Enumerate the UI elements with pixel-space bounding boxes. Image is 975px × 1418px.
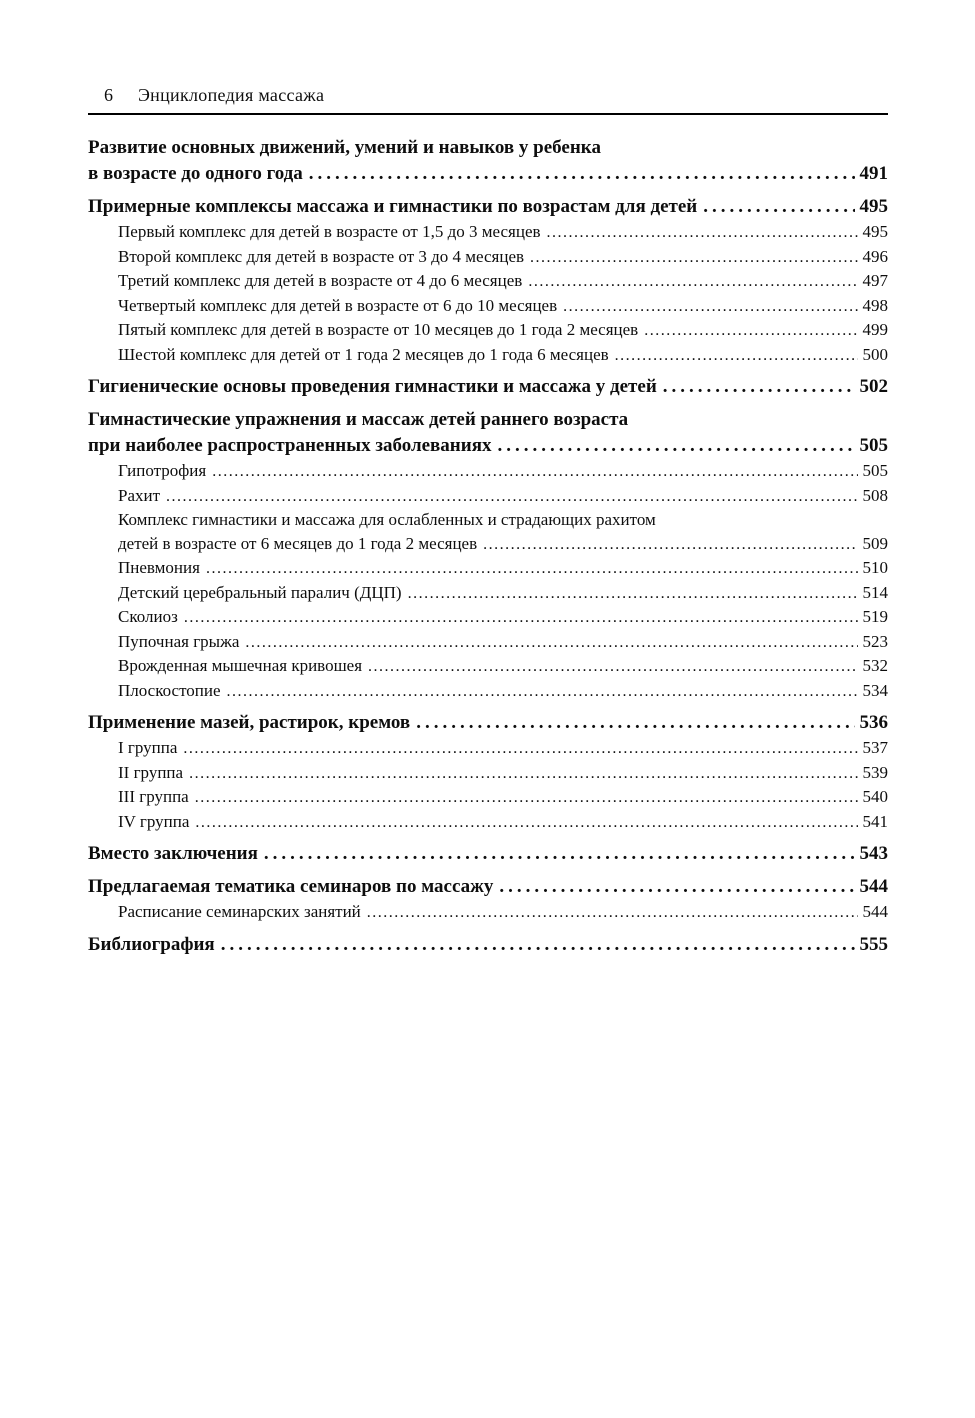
toc-entry-page: 541 bbox=[862, 811, 888, 831]
toc-line bbox=[118, 581, 888, 606]
dot-leader bbox=[221, 932, 855, 958]
toc-entry-title: Врожденная мышечная кривошея bbox=[118, 656, 363, 675]
toc-line bbox=[88, 135, 888, 161]
toc-line bbox=[118, 761, 888, 786]
toc-entry-title: Второй комплекс для детей в возрасте от 3 до 4 месяцев bbox=[118, 246, 525, 266]
toc-entry-page: 514 bbox=[862, 582, 888, 602]
dot-leader bbox=[367, 900, 858, 925]
dot-leader bbox=[530, 245, 857, 270]
dot-leader bbox=[212, 459, 857, 484]
toc-entry-title: Сколиоз bbox=[118, 607, 178, 626]
toc-entry-page: 498 bbox=[862, 295, 888, 315]
toc-line bbox=[88, 161, 888, 187]
toc-entry-page: 534 bbox=[862, 680, 888, 700]
toc-entry-title: Библиография bbox=[88, 933, 215, 955]
toc-entry bbox=[88, 245, 888, 270]
dot-leader bbox=[644, 318, 857, 343]
dot-leader bbox=[368, 654, 857, 679]
toc-entry bbox=[88, 508, 888, 556]
dot-leader bbox=[206, 556, 858, 581]
page-number: 6 bbox=[104, 85, 113, 105]
toc-entry bbox=[88, 318, 888, 343]
toc-line bbox=[118, 785, 888, 810]
toc-line bbox=[118, 508, 888, 532]
toc-entry bbox=[88, 484, 888, 509]
toc-entry-page: 496 bbox=[862, 246, 888, 266]
toc-entry-title: детей в возрасте от 6 месяцев до 1 года 2 месяцев bbox=[118, 533, 478, 553]
toc-entry-title: Первый комплекс для детей в возрасте от 1,5 до 3 месяцев bbox=[118, 222, 541, 241]
toc-entry bbox=[88, 841, 888, 867]
toc-line bbox=[118, 630, 888, 655]
toc-line bbox=[118, 736, 888, 761]
toc-line bbox=[118, 220, 888, 245]
toc-entry-title: в возрасте до одного года bbox=[88, 163, 303, 184]
toc-entry bbox=[88, 679, 888, 704]
toc-entry-title: Третий комплекс для детей в возрасте от 4 до 6 месяцев bbox=[118, 271, 523, 290]
toc-line bbox=[88, 433, 888, 459]
toc-line bbox=[88, 932, 888, 958]
toc-entry-page: 544 bbox=[862, 902, 888, 921]
toc-entry-page: 510 bbox=[862, 558, 888, 577]
dot-leader bbox=[615, 343, 858, 368]
toc-entry-title: Шестой комплекс для детей от 1 года 2 месяцев до 1 года 6 месяцев bbox=[118, 344, 609, 364]
toc-line bbox=[118, 343, 888, 368]
toc-entry bbox=[88, 810, 888, 835]
dot-leader bbox=[166, 484, 857, 509]
toc-entry-page: 508 bbox=[862, 485, 888, 505]
toc-entry-title: Примерные комплексы массажа и гимнастики по возрастам для детей bbox=[88, 196, 698, 217]
toc-line bbox=[118, 654, 888, 679]
dot-leader bbox=[245, 630, 857, 655]
dot-leader bbox=[309, 161, 855, 187]
toc-entry-page: 495 bbox=[859, 196, 888, 217]
toc-entry-title: Гимнастические упражнения и массаж детей раннего возраста bbox=[88, 409, 629, 430]
header-rule bbox=[88, 113, 888, 115]
page-header bbox=[88, 84, 888, 106]
toc-entry bbox=[88, 374, 888, 400]
toc-entry-title: Гигиенические основы проведения гимнастики и массажа у детей bbox=[88, 376, 657, 397]
toc-entry-page: 502 bbox=[859, 376, 888, 397]
dot-leader bbox=[416, 710, 854, 736]
dot-leader bbox=[497, 433, 854, 459]
toc-entry-title: Применение мазей, растирок, кремов bbox=[88, 712, 411, 733]
toc-entry-title: Комплекс гимнастики и массажа для ослабленных и страдающих рахитом bbox=[118, 510, 656, 529]
toc-entry bbox=[88, 761, 888, 786]
dot-leader bbox=[528, 269, 857, 294]
toc-entry-page: 519 bbox=[862, 607, 888, 626]
dot-leader bbox=[408, 581, 858, 606]
toc-entry bbox=[88, 407, 888, 459]
toc-entry-page: 537 bbox=[862, 738, 888, 757]
toc-entry-title: Пятый комплекс для детей в возрасте от 10 месяцев до 1 года 2 месяцев bbox=[118, 320, 639, 339]
toc-entry-page: 495 bbox=[862, 222, 888, 241]
toc-entry bbox=[88, 932, 888, 958]
dot-leader bbox=[547, 220, 858, 245]
toc-line bbox=[118, 245, 888, 270]
toc-line bbox=[88, 407, 888, 433]
dot-leader bbox=[195, 785, 858, 810]
toc-entry-title: Рахит bbox=[118, 485, 161, 505]
toc-line bbox=[118, 269, 888, 294]
dot-leader bbox=[663, 374, 855, 400]
toc-entry-title: I группа bbox=[118, 738, 178, 757]
toc-entry-page: 509 bbox=[862, 533, 888, 553]
toc-entry-title: Расписание семинарских занятий bbox=[118, 902, 361, 921]
toc-entry-page: 499 bbox=[862, 320, 888, 339]
toc-entry-title: Детский церебральный паралич (ДЦП) bbox=[118, 582, 402, 602]
toc-entry-page: 532 bbox=[862, 656, 888, 675]
toc-entry bbox=[88, 630, 888, 655]
toc-entry bbox=[88, 900, 888, 925]
toc-line bbox=[88, 841, 888, 867]
toc-entry-title: IV группа bbox=[118, 811, 190, 831]
toc-entry-page: 544 bbox=[859, 876, 888, 897]
toc-entry-page: 536 bbox=[859, 712, 888, 733]
toc-line bbox=[88, 194, 888, 220]
toc-line bbox=[118, 318, 888, 343]
book-title: Энциклопедия массажа bbox=[138, 85, 325, 105]
toc-entry bbox=[88, 874, 888, 900]
dot-leader bbox=[189, 761, 857, 786]
toc-line bbox=[118, 900, 888, 925]
dot-leader bbox=[563, 294, 857, 319]
toc bbox=[88, 135, 888, 958]
toc-entry bbox=[88, 459, 888, 484]
toc-entry bbox=[88, 556, 888, 581]
toc-line bbox=[88, 374, 888, 400]
toc-entry-title: II группа bbox=[118, 762, 184, 782]
toc-line bbox=[118, 556, 888, 581]
toc-line bbox=[118, 605, 888, 630]
toc-line bbox=[118, 459, 888, 484]
toc-entry-title: Гипотрофия bbox=[118, 461, 207, 480]
toc-entry-page: 523 bbox=[862, 631, 888, 651]
toc-entry-title: Пупочная грыжа bbox=[118, 631, 240, 651]
toc-line bbox=[88, 710, 888, 736]
toc-entry-title: Четвертый комплекс для детей в возрасте от 6 до 10 месяцев bbox=[118, 295, 558, 315]
toc-entry-page: 491 bbox=[859, 163, 888, 184]
toc-entry-page: 555 bbox=[859, 933, 888, 955]
toc-entry bbox=[88, 343, 888, 368]
toc-entry-page: 505 bbox=[862, 461, 888, 480]
toc-entry-title: III группа bbox=[118, 787, 189, 806]
toc-entry-page: 539 bbox=[862, 762, 888, 782]
toc-entry-page: 505 bbox=[859, 435, 888, 456]
toc-entry-title: Вместо заключения bbox=[88, 843, 258, 864]
dot-leader bbox=[499, 874, 854, 900]
dot-leader bbox=[483, 532, 857, 557]
toc-entry bbox=[88, 785, 888, 810]
toc-entry-page: 500 bbox=[862, 344, 888, 364]
toc-entry-title: Предлагаемая тематика семинаров по массажу bbox=[88, 876, 494, 897]
toc-line bbox=[118, 679, 888, 704]
toc-entry-page: 540 bbox=[862, 787, 888, 806]
toc-entry bbox=[88, 581, 888, 606]
toc-entry bbox=[88, 269, 888, 294]
dot-leader bbox=[264, 841, 855, 867]
toc-entry bbox=[88, 194, 888, 220]
toc-entry bbox=[88, 605, 888, 630]
toc-entry bbox=[88, 294, 888, 319]
toc-line bbox=[118, 294, 888, 319]
toc-entry bbox=[88, 135, 888, 187]
dot-leader bbox=[183, 736, 857, 761]
toc-entry-title: при наиболее распространенных заболеваниях bbox=[88, 435, 492, 456]
dot-leader bbox=[227, 679, 858, 704]
toc-entry-title: Плоскостопие bbox=[118, 680, 221, 700]
dot-leader bbox=[703, 194, 854, 220]
toc-line bbox=[88, 874, 888, 900]
dot-leader bbox=[195, 810, 857, 835]
toc-entry-page: 543 bbox=[859, 843, 888, 864]
toc-entry bbox=[88, 654, 888, 679]
toc-entry-title: Развитие основных движений, умений и навыков у ребенка bbox=[88, 137, 601, 158]
toc-entry bbox=[88, 736, 888, 761]
toc-line bbox=[118, 532, 888, 557]
toc-line bbox=[118, 484, 888, 509]
toc-entry-page: 497 bbox=[862, 271, 888, 290]
toc-line bbox=[118, 810, 888, 835]
toc-entry-title: Пневмония bbox=[118, 558, 200, 577]
toc-entry bbox=[88, 220, 888, 245]
dot-leader bbox=[184, 605, 858, 630]
toc-entry bbox=[88, 710, 888, 736]
